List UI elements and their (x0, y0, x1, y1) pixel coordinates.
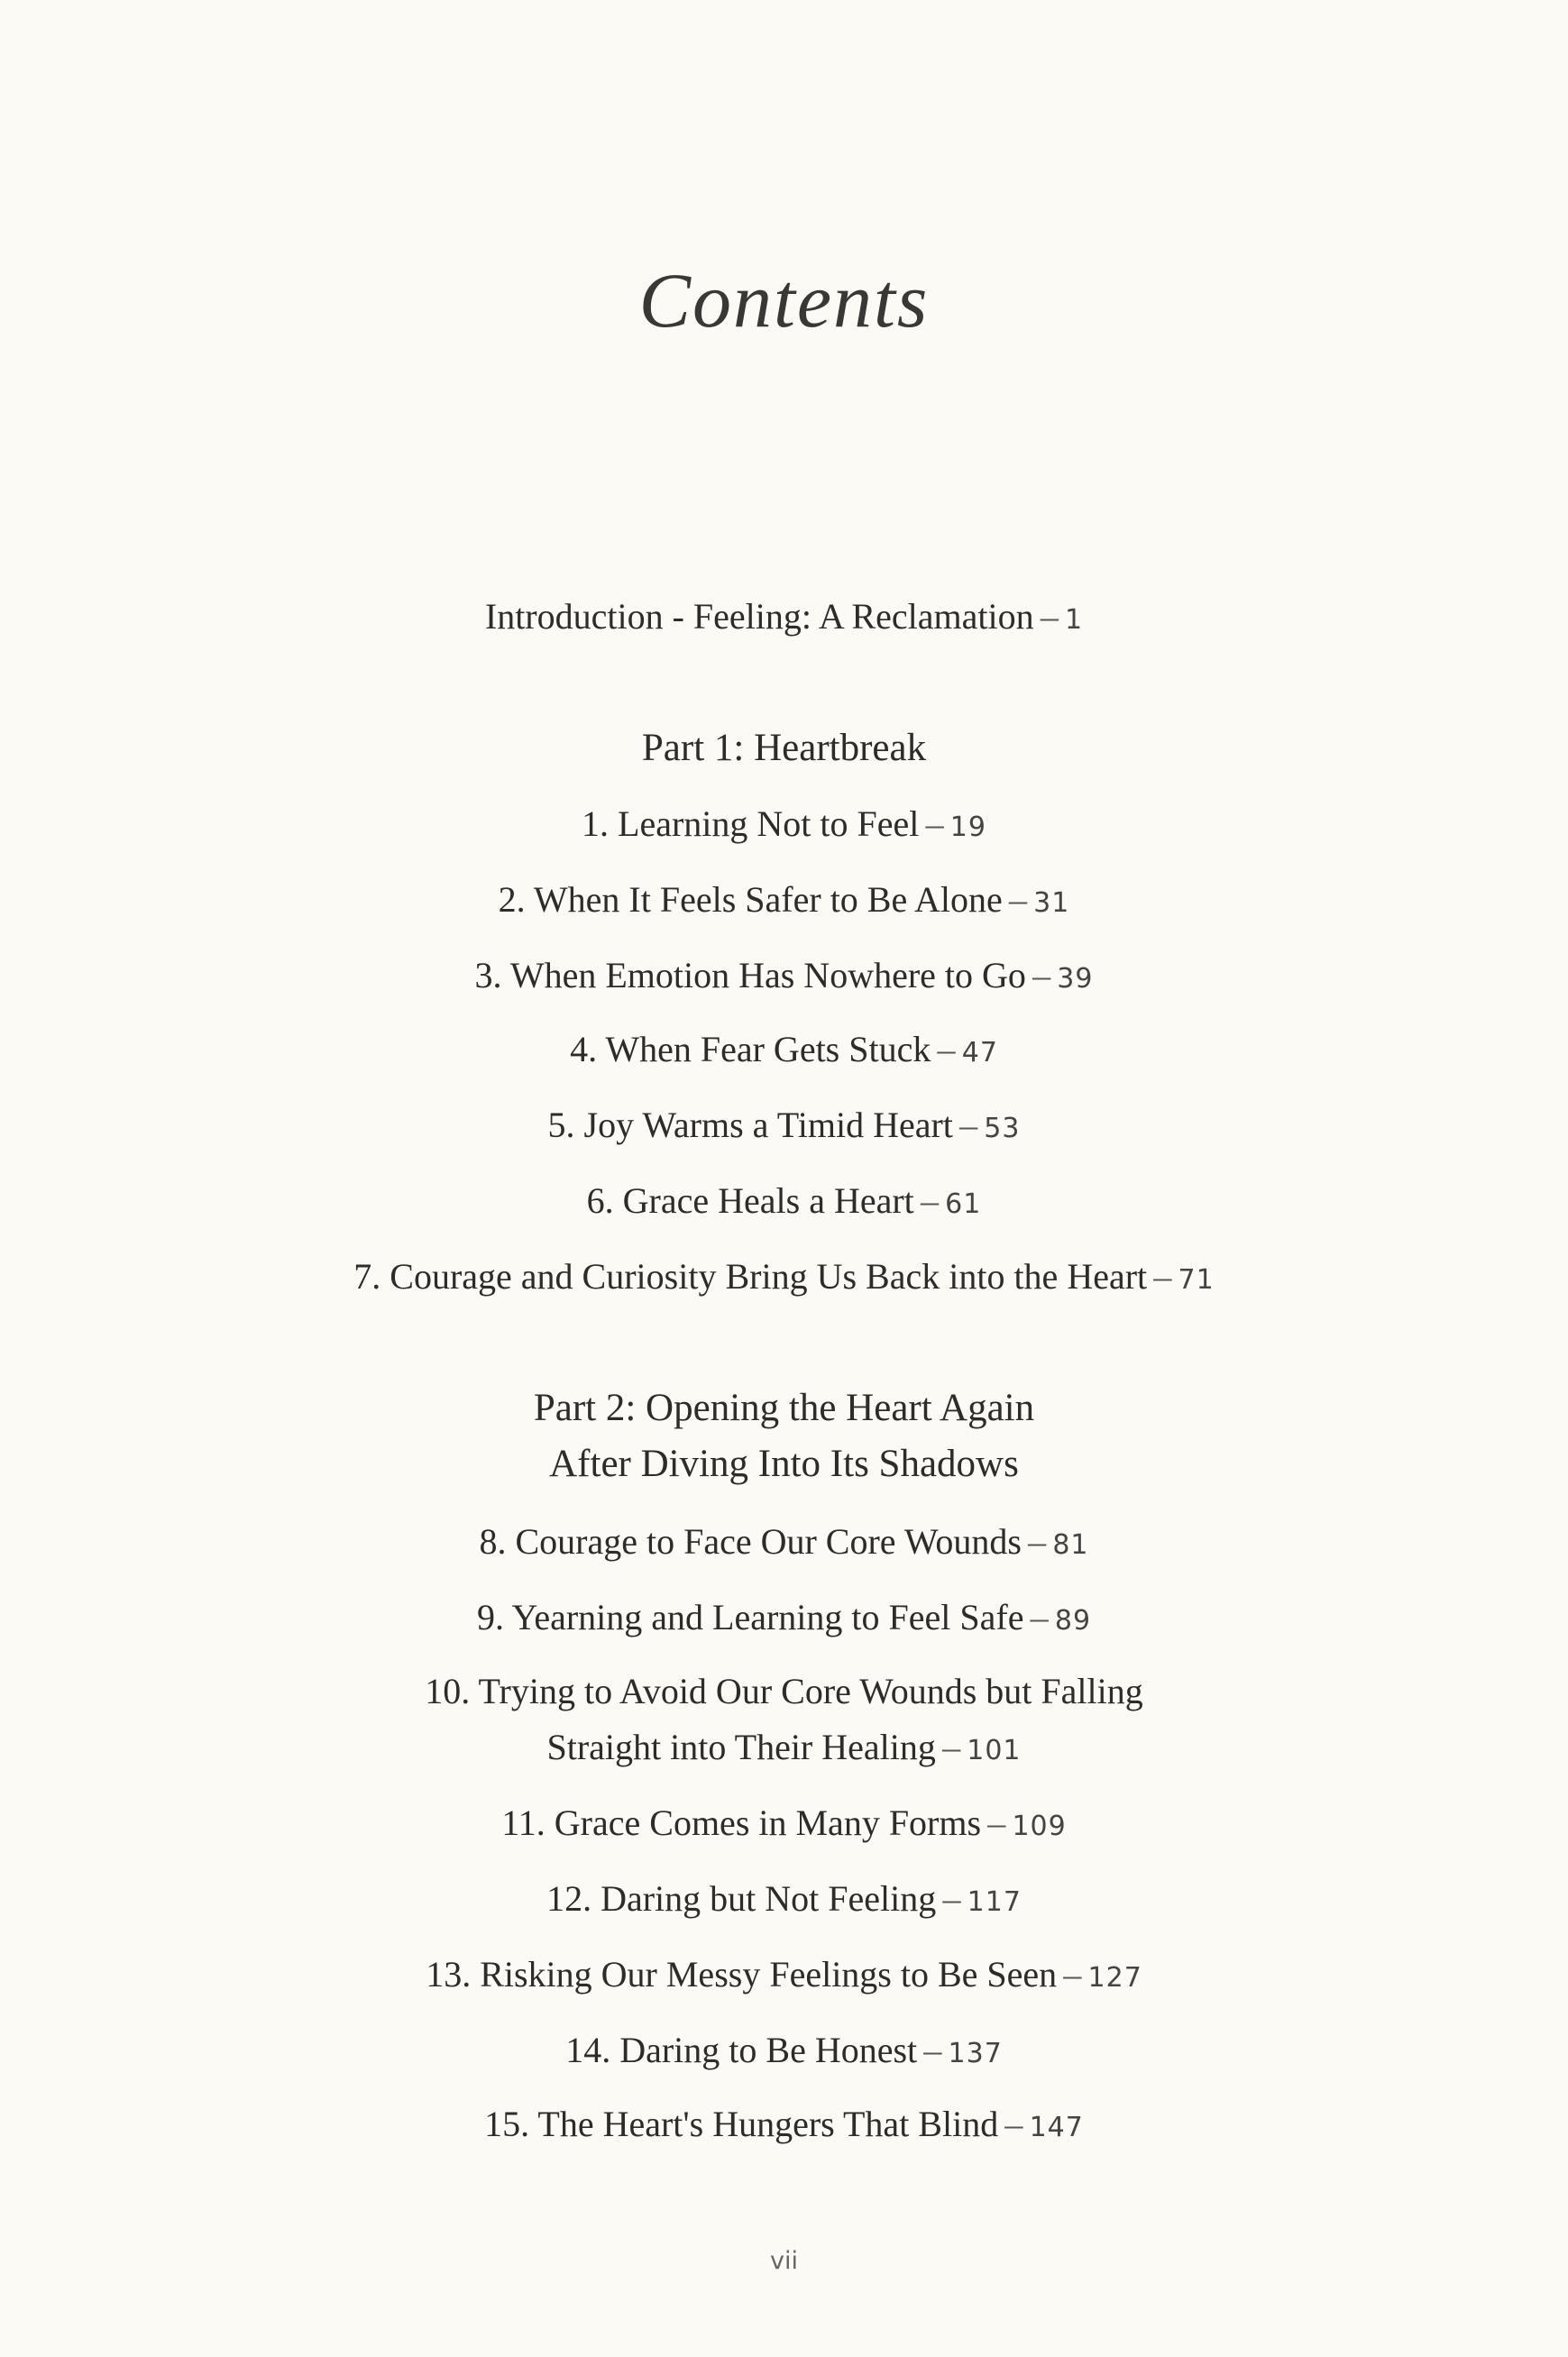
toc-entry (0, 2106, 1568, 2142)
toc-page-number: 127 (1087, 1962, 1142, 1994)
toc-entry (0, 955, 1568, 995)
page-number-folio: vii (770, 2247, 798, 2275)
toc-page-number: 47 (961, 1037, 998, 1068)
toc-entry-number: 12. (546, 1878, 592, 1919)
toc-entry (0, 879, 1568, 920)
toc-entry-number: 5. (547, 1105, 575, 1145)
toc-entry (0, 1597, 1568, 1637)
toc-separator: – (942, 1727, 961, 1767)
toc-page-number: 53 (984, 1113, 1021, 1144)
toc-page-number: 1 (1065, 604, 1084, 636)
toc-entry-label: Risking Our Messy Feelings to Be Seen (480, 1954, 1058, 1995)
toc-page-number: 117 (967, 1886, 1022, 1918)
toc-separator: – (959, 1105, 978, 1145)
toc-page-number: 81 (1052, 1529, 1089, 1561)
toc-entry (0, 1878, 1568, 1919)
toc-entry (0, 1671, 1568, 1711)
part-1-heading: Part 1: Heartbreak (641, 727, 927, 769)
toc-entry-label: Joy Warms a Timid Heart (583, 1105, 953, 1145)
toc-entry (0, 1802, 1568, 1843)
toc-entry (0, 2032, 1568, 2068)
toc-entry-label: Grace Comes in Many Forms (554, 1802, 982, 1843)
toc-entry-number: 2. (498, 879, 526, 920)
toc-page-number: 61 (945, 1188, 982, 1220)
toc-separator: – (1008, 879, 1027, 920)
toc-page-number: 39 (1057, 963, 1094, 995)
toc-entry-continuation (0, 1729, 1568, 1765)
toc-entry-label: Straight into Their Healing (546, 1727, 936, 1767)
toc-entry-label: Introduction - Feeling: A Reclamation (484, 596, 1034, 637)
toc-page-number: 71 (1178, 1264, 1215, 1296)
toc-entry-number: 13. (426, 1954, 472, 1995)
toc-page-number: 109 (1012, 1811, 1067, 1842)
toc-entry-label: When It Feels Safer to Be Alone (533, 879, 1003, 920)
toc-separator: – (987, 1802, 1006, 1843)
toc-separator: – (1063, 1954, 1082, 1995)
toc-entry (0, 1256, 1568, 1297)
toc-entry-number: 11. (501, 1802, 546, 1843)
toc-entry (0, 1107, 1568, 1143)
toc-entry-label: The Heart's Hungers That Blind (537, 2104, 999, 2144)
toc-separator: – (942, 1878, 961, 1919)
toc-entry-label: Yearning and Learning to Feel Safe (511, 1597, 1024, 1637)
toc-entry-number: 9. (476, 1597, 504, 1637)
toc-page-number: 137 (948, 2038, 1003, 2069)
toc-entry-number: 6. (586, 1180, 614, 1221)
toc-entry-number: 14. (565, 2030, 611, 2070)
toc-entry-label: When Fear Gets Stuck (605, 1029, 931, 1069)
toc-entry-number: 10. (425, 1671, 471, 1711)
toc-separator: – (1040, 596, 1059, 637)
toc-separator: – (1030, 1597, 1049, 1637)
toc-entry-number: 1. (582, 803, 610, 844)
toc-separator: – (1028, 1521, 1047, 1562)
toc-page-number: 147 (1029, 2112, 1084, 2143)
toc-page-number: 31 (1033, 887, 1070, 919)
toc-separator: – (937, 1029, 956, 1069)
toc-entry-label: Trying to Avoid Our Core Wounds but Falling (478, 1671, 1143, 1711)
toc-page-number: 101 (967, 1735, 1022, 1766)
toc-entry (0, 1954, 1568, 1995)
toc-separator: – (925, 803, 944, 844)
toc-entry (0, 1180, 1568, 1221)
toc-entry-number: 3. (474, 955, 502, 995)
toc-entry-number: 8. (479, 1521, 507, 1562)
toc-entry-number: 7. (353, 1256, 381, 1297)
toc-separator: – (1153, 1256, 1172, 1297)
toc-separator: – (1032, 955, 1051, 995)
toc-separator: – (920, 1180, 939, 1221)
toc-entry-number: 15. (484, 2104, 530, 2144)
toc-page-number: 89 (1054, 1605, 1092, 1637)
toc-entry-number: 4. (570, 1029, 598, 1069)
toc-entry-label: When Emotion Has Nowhere to Go (509, 955, 1026, 995)
toc-entry (0, 803, 1568, 844)
toc-separator: – (923, 2030, 942, 2070)
toc-entry-label: Courage to Face Our Core Wounds (515, 1521, 1022, 1562)
page-title: Contents (638, 257, 930, 344)
toc-entry-label: Daring but Not Feeling (601, 1878, 937, 1919)
toc-page-number: 19 (949, 812, 986, 843)
toc-entry (0, 1029, 1568, 1069)
toc-entry-introduction (0, 596, 1568, 637)
toc-entry-label: Courage and Curiosity Bring Us Back into the Heart (390, 1256, 1148, 1297)
toc-entry-label: Learning Not to Feel (618, 803, 920, 844)
toc-entry-label: Grace Heals a Heart (622, 1180, 914, 1221)
part-2-subheading: After Diving Into Its Shadows (549, 1443, 1019, 1485)
toc-entry-label: Daring to Be Honest (619, 2030, 918, 2070)
part-2-heading: Part 2: Opening the Heart Again (533, 1387, 1035, 1429)
toc-separator: – (1004, 2104, 1023, 2144)
toc-entry (0, 1521, 1568, 1562)
